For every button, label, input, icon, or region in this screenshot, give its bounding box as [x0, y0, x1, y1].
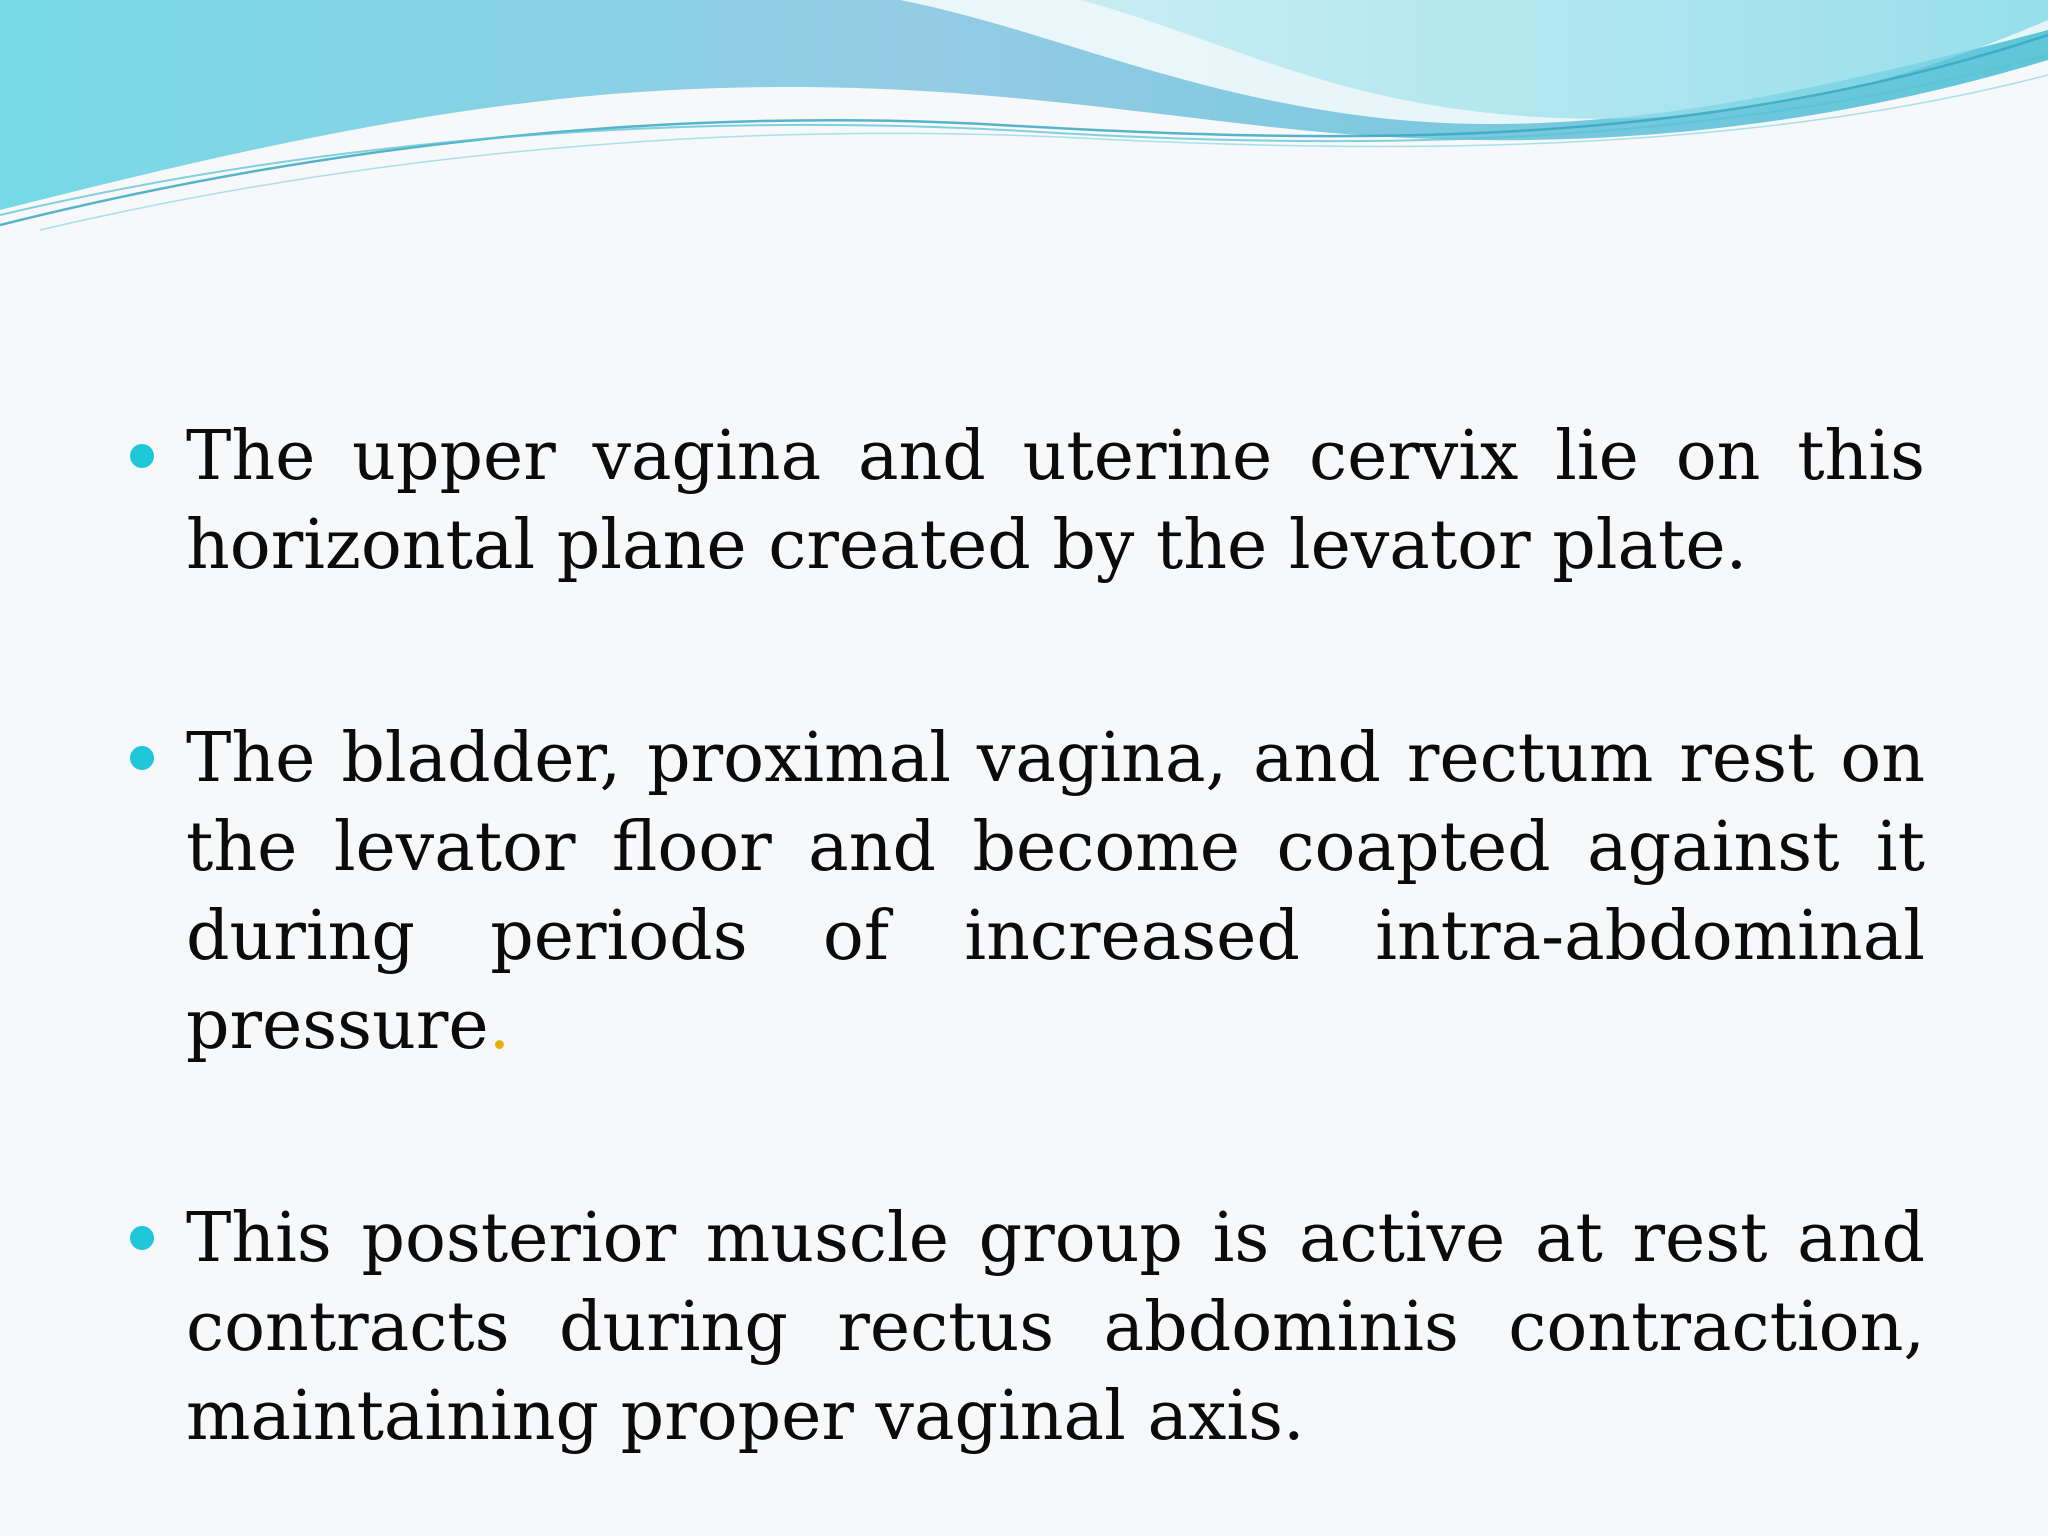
bullet-text-3: This posterior muscle group is active at rest and contracts during rectus abdominis contraction, maintaining proper vaginal axis.	[186, 1199, 1925, 1456]
bullet-item-2	[130, 714, 1925, 1070]
decorative-wave-header	[0, 0, 2048, 240]
bullet-list	[130, 412, 1925, 1461]
bullet-dot-icon	[130, 1226, 154, 1250]
bullet-item-1	[130, 412, 1925, 590]
bullet-item-3	[130, 1194, 1925, 1461]
bullet-dot-icon	[130, 444, 154, 468]
bullet-text-2: The bladder, proximal vagina, and rectum rest on the levator floor and become coapted against it during periods of increased intra-abdominal pressure	[186, 719, 1925, 1065]
bullet-text-1: The upper vagina and uterine cervix lie on this horizontal plane created by the levator plate.	[186, 417, 1925, 585]
accent-period: .	[488, 986, 511, 1065]
bullet-dot-icon	[130, 746, 154, 770]
